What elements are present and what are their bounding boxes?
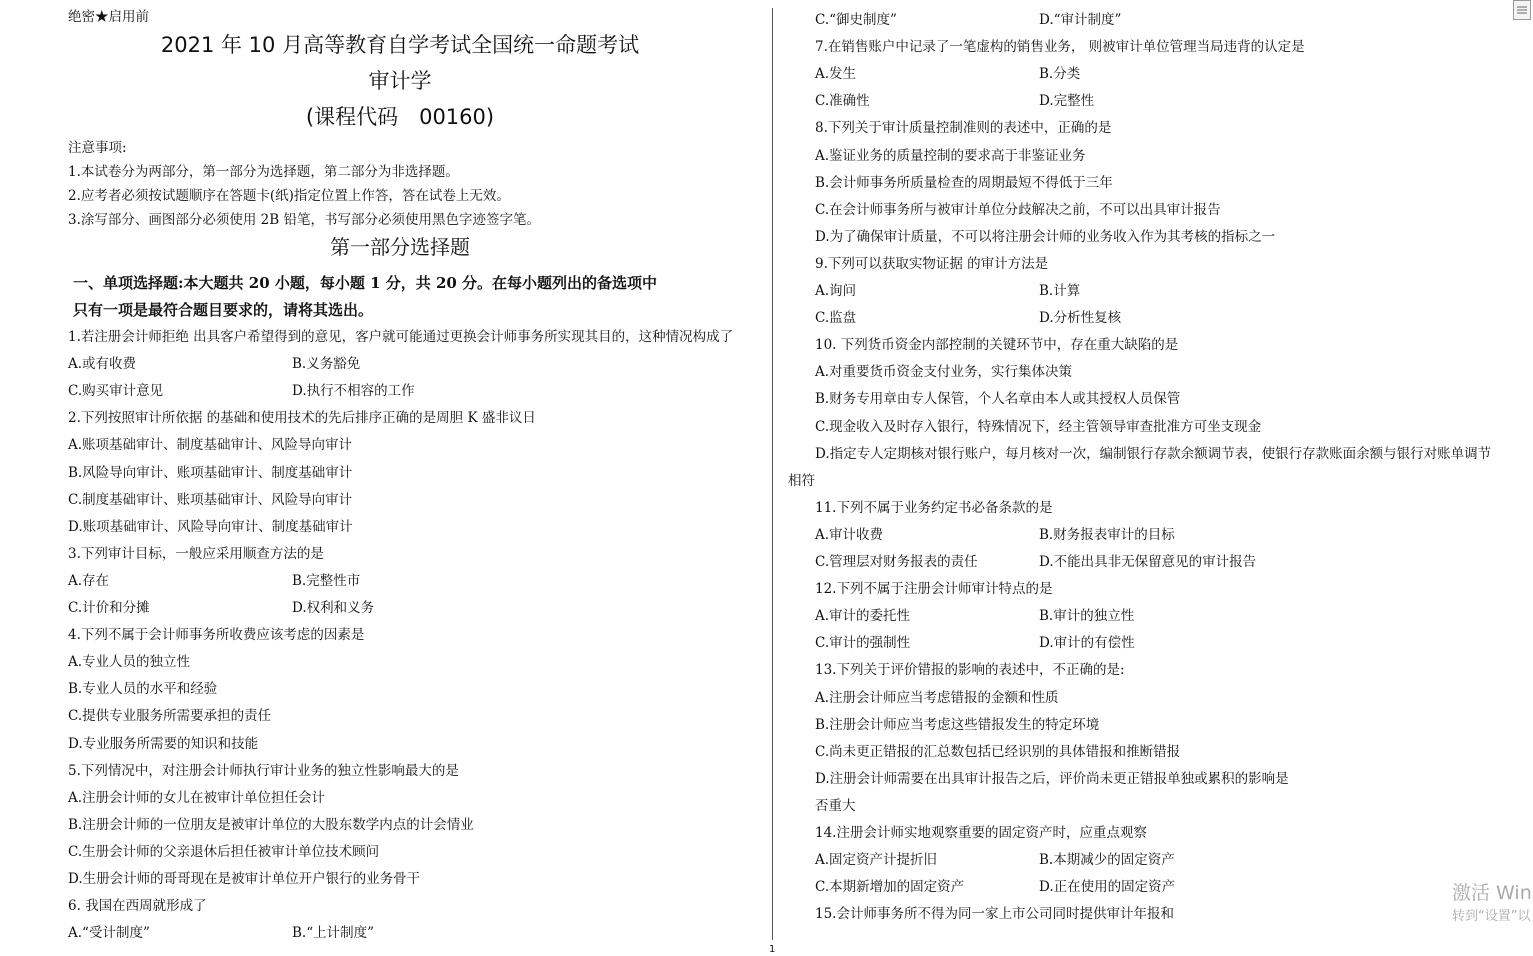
option-text: B.审计的独立性 <box>1039 608 1135 625</box>
option-text: B.完整性市 <box>292 572 361 589</box>
question-text: 14.注册会计师实地观察重要的固定资产时，应重点观察 <box>815 825 1147 841</box>
question-text: 9.下列可以获取实物证据 的审计方法是 <box>815 255 1049 272</box>
option-text: D.审计的有偿性 <box>1039 635 1135 652</box>
course-code: (课程代码 00160) <box>305 105 495 129</box>
option-text: B.注册会计师应当考虑这些错报发生的特定环境 <box>815 716 1100 733</box>
option-text: D.注册会计师需要在出具审计报告之后，评价尚未更正错报单独或累积的影响是 <box>815 770 1289 787</box>
option-text: D.权利和义务 <box>292 600 375 616</box>
notice-item: 3.涂写部分、画图部分必须使用 2B 铅笔，书写部分必须使用黑色字迹签字笔。 <box>68 212 540 228</box>
activation-watermark-subtitle: 转到“设置”以 <box>1452 909 1531 924</box>
option-text: D.生册会计师的哥哥现在是被审计单位开户银行的业务骨干 <box>68 871 421 887</box>
subject-title: 审计学 <box>368 69 432 93</box>
option-text: C.生册会计师的父亲退休后担任被审计单位技术顾问 <box>68 843 380 860</box>
question-text: 7.在销售账户中记录了一笔虚构的销售业务， 则被审计单位管理当局违背的认定是 <box>815 39 1305 56</box>
question-text: 10. 下列货币资金内部控制的关键环节中，存在重大缺陷的是 <box>815 337 1179 354</box>
option-text: A.鉴证业务的质量控制的要求高于非鉴证业务 <box>815 147 1086 164</box>
option-text: C.在会计师事务所与被审计单位分歧解决之前，不可以出具审计报告 <box>815 201 1221 218</box>
question-text: 2.下列按照审计所依据 的基础和使用技术的先后排序正确的是周胆 K 盛非议日 <box>68 410 536 427</box>
option-text: D.专业服务所需要的知识和技能 <box>68 735 259 752</box>
option-text: C.“御史制度” <box>815 12 897 28</box>
question-text: 12.下列不属于注册会计师审计特点的是 <box>815 581 1053 598</box>
option-text: A.存在 <box>68 572 110 589</box>
option-text: A.或有收费 <box>68 356 137 373</box>
option-text: D.指定专人定期核对银行账户，每月核对一次，编制银行存款余额调节表，使银行存款账面余额与银行对账单调节 <box>815 445 1492 462</box>
option-text: C.本期新增加的固定资产 <box>815 879 965 896</box>
option-text: C.计价和分摊 <box>68 600 150 616</box>
option-text: 相符 <box>788 472 815 489</box>
option-text: D.账项基础审计、风险导向审计、制度基础审计 <box>68 518 353 535</box>
activation-watermark-title: 激活 Win <box>1452 882 1532 904</box>
page-number: 1 <box>769 944 776 955</box>
option-text: A.专业人员的独立性 <box>68 654 191 671</box>
question-text: 15.会计师事务所不得为同一家上市公司同时提供审计年报和 <box>815 906 1174 923</box>
option-text: A.注册会计师应当考虑错报的金额和性质 <box>815 689 1059 706</box>
question-text: 8.下列关于审计质量控制准则的表述中，正确的是 <box>815 120 1112 137</box>
option-text: B.计算 <box>1039 283 1081 299</box>
option-text: 否重大 <box>815 797 856 814</box>
option-text: C.购买审计意见 <box>68 383 164 400</box>
option-text: B.注册会计师的一位朋友是被审计单位的大股东数学内点的计会情业 <box>68 816 474 833</box>
option-text: A.对重要货币资金支付业务，实行集体决策 <box>815 364 1073 381</box>
instruction-line: 一、单项选择题:本大题共 20 小题，每小题 1 分，共 20 分。在每小题列出的备选项中 <box>73 274 658 292</box>
option-text: A.审计收费 <box>815 526 884 543</box>
option-text: D.“审计制度” <box>1039 12 1122 28</box>
option-text: A.“受计制度” <box>68 925 150 942</box>
option-text: B.“上计制度” <box>292 925 375 942</box>
option-text: C.管理层对财务报表的责任 <box>815 554 978 570</box>
option-text: A.账项基础审计、制度基础审计、风险导向审计 <box>68 437 353 454</box>
option-text: A.注册会计师的女儿在被审计单位担任会计 <box>68 789 326 806</box>
question-text: 1.若注册会计师拒绝 出具客户希望得到的意见，客户就可能通过更换会计师事务所实现其目的，这种情况构成了 <box>68 329 734 345</box>
option-text: D.不能出具非无保留意见的审计报告 <box>1039 554 1257 570</box>
section-title: 第一部分选择题 <box>330 235 470 259</box>
option-text: C.现金收入及时存入银行，特殊情况下，经主管领导审查批准方可坐支现金 <box>815 418 1262 435</box>
option-text: A.询问 <box>815 283 857 299</box>
question-text: 4.下列不属于会计师事务所收费应该考虑的因素是 <box>68 627 365 644</box>
question-text: 5.下列情况中，对注册会计师执行审计业务的独立性影响最大的是 <box>68 762 459 779</box>
option-text: A.审计的委托性 <box>815 608 911 625</box>
question-text: 3.下列审计目标，一般应采用顺查方法的是 <box>68 545 324 562</box>
option-text: C.监盘 <box>815 310 857 327</box>
question-text: 13.下列关于评价错报的影响的表述中，不正确的是: <box>815 662 1125 679</box>
option-text: D.执行不相容的工作 <box>292 383 415 400</box>
option-text: C.提供专业服务所需要承担的责任 <box>68 708 272 725</box>
option-text: D.完整性 <box>1039 93 1095 110</box>
option-text: A.发生 <box>815 66 857 83</box>
option-text: D.为了确保审计质量，不可以将注册会计师的业务收入作为其考核的指标之一 <box>815 228 1276 245</box>
option-text: B.义务豁免 <box>292 356 361 373</box>
option-text: B.财务专用章由专人保管，个人名章由本人或其授权人员保管 <box>815 391 1181 408</box>
option-text: C.准确性 <box>815 93 870 110</box>
notice-heading: 注意事项: <box>68 140 127 156</box>
option-text: D.正在使用的固定资产 <box>1039 879 1176 896</box>
option-text: B.专业人员的水平和经验 <box>68 681 218 698</box>
option-text: B.本期减少的固定资产 <box>1039 852 1175 869</box>
instruction-line: 只有一项是最符合题目要求的，请将其选出。 <box>73 301 374 319</box>
question-text: 11.下列不属于业务约定书必备条款的是 <box>815 499 1053 516</box>
question-text: 6. 我国在西周就形成了 <box>68 898 207 915</box>
notice-item: 2.应考者必须按试题顺序在答题卡(纸)指定位置上作答，答在试卷上无效。 <box>68 188 510 204</box>
notice-item: 1.本试卷分为两部分，第一部分为选择题，第二部分为非选择题。 <box>68 164 459 180</box>
option-text: B.分类 <box>1039 66 1081 83</box>
option-text: D.分析性复核 <box>1039 310 1122 327</box>
option-text: B.会计师事务所质量检查的周期最短不得低于三年 <box>815 174 1113 191</box>
scroll-handle-icon[interactable] <box>1513 0 1531 20</box>
option-text: C.尚未更正错报的汇总数包括已经识别的具体错报和推断错报 <box>815 743 1181 760</box>
option-text: B.风险导向审计、账项基础审计、制度基础审计 <box>68 464 353 481</box>
option-text: C.制度基础审计、账项基础审计、风险导向审计 <box>68 491 353 508</box>
option-text: B.财务报表审计的目标 <box>1039 526 1175 543</box>
option-text: C.审计的强制性 <box>815 635 911 652</box>
option-text: A.固定资产计提折旧 <box>815 852 938 869</box>
column-divider <box>772 8 773 940</box>
exam-title: 2021 年 10 月高等教育自学考试全国统一命题考试 <box>160 33 640 57</box>
confidential-mark: 绝密★启用前 <box>68 9 149 25</box>
